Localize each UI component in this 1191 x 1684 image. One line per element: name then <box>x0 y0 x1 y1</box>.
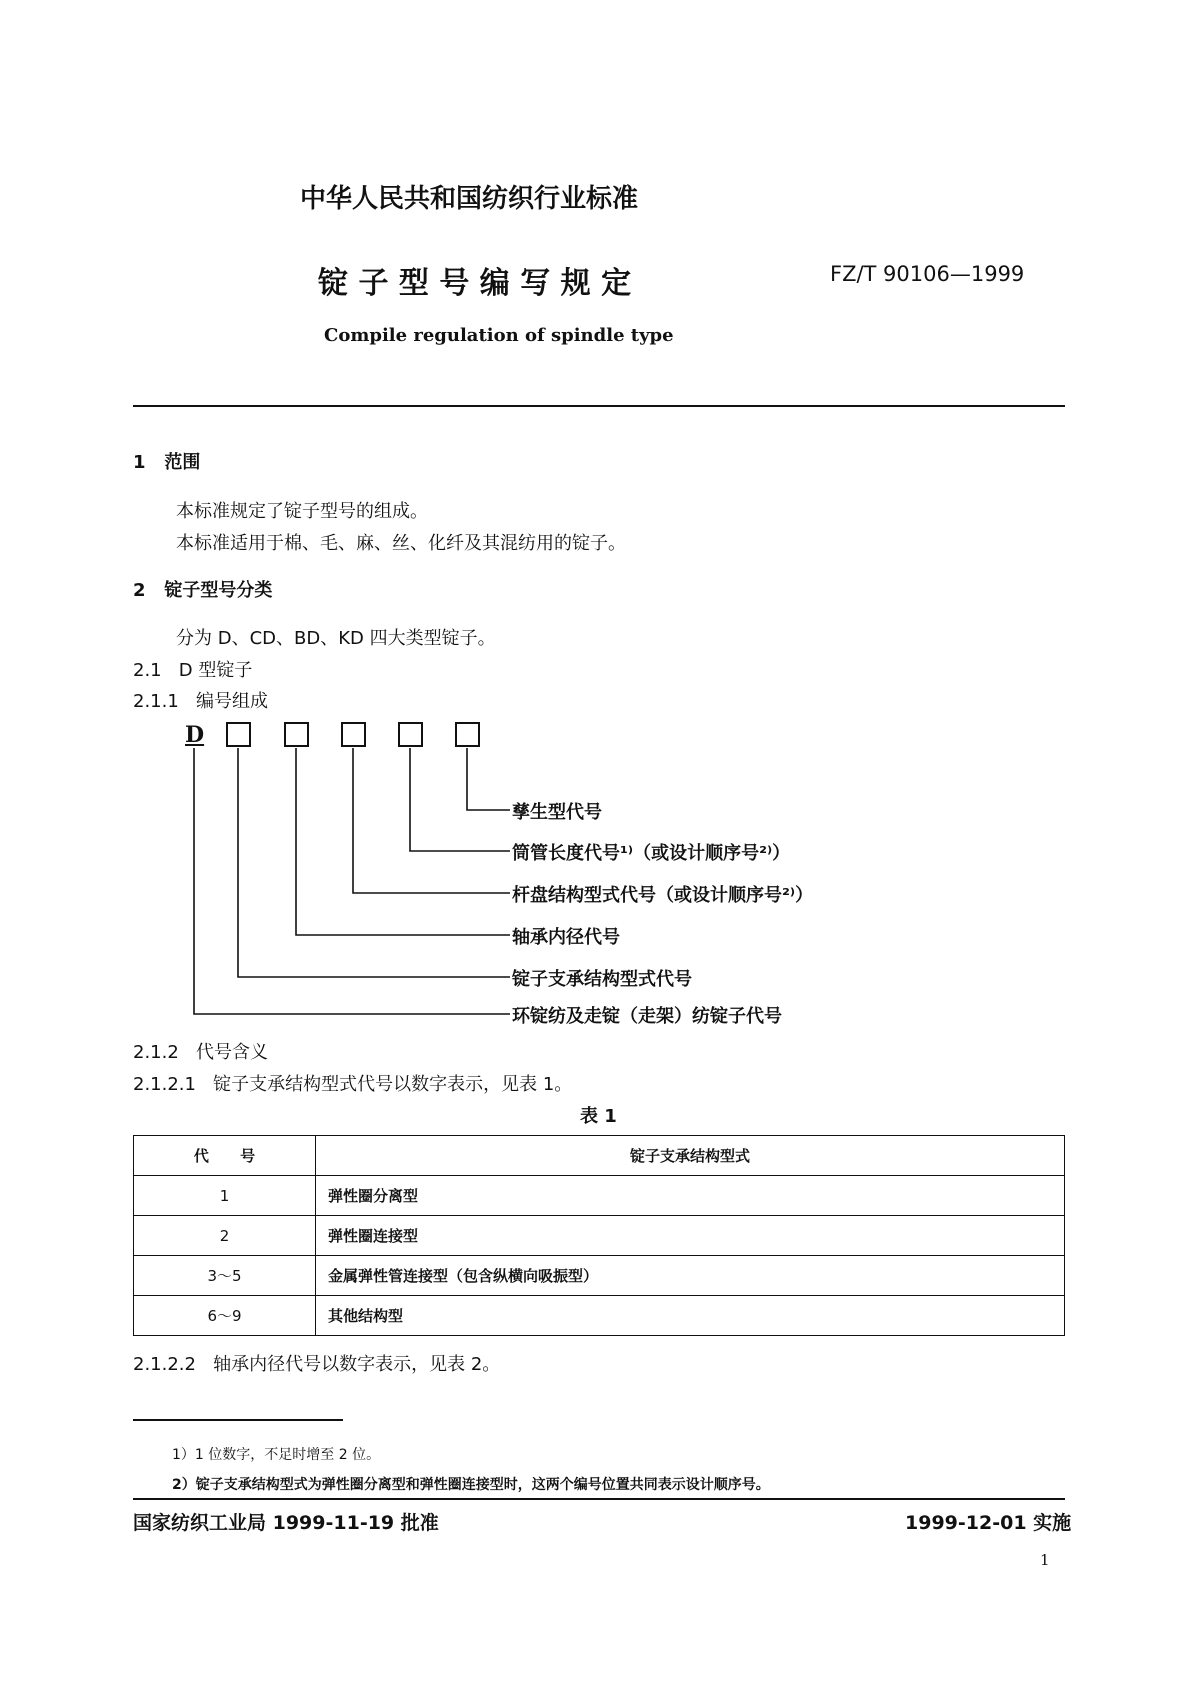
table-cell-code: 6～9 <box>134 1296 316 1336</box>
table-header-code: 代 号 <box>134 1136 316 1176</box>
connector-box-4 <box>410 748 510 851</box>
standard-number: FZ/T 90106—1999 <box>830 262 1025 286</box>
section-1-heading: 1 范围 <box>133 452 201 473</box>
table-cell-desc: 弹性圈连接型 <box>316 1216 1065 1256</box>
diagram-label-2: 筒管长度代号¹⁾（或设计顺序号²⁾） <box>512 843 791 864</box>
table-header-desc: 锭子支承结构型式 <box>316 1136 1065 1176</box>
diagram-label-3: 杆盘结构型式代号（或设计顺序号²⁾） <box>512 885 814 906</box>
section-2-1-2-2-text: 2.1.2.2 轴承内径代号以数字表示，见表 2。 <box>133 1354 501 1375</box>
table-row <box>134 1216 1065 1256</box>
table-cell-code: 1 <box>134 1176 316 1216</box>
effective-date: 1999-12-01 实施 <box>905 1512 1072 1534</box>
table-cell-code: 2 <box>134 1216 316 1256</box>
section-2-1-2-1-text: 2.1.2.1 锭子支承结构型式代号以数字表示，见表 1。 <box>133 1074 573 1095</box>
section-1-para-1: 本标准规定了锭子型号的组成。 <box>176 501 428 522</box>
section-2-para: 分为 D、CD、BD、KD 四大类型锭子。 <box>176 628 496 649</box>
diagram-label-6: 环锭纺及走锭（走架）纺锭子代号 <box>512 1006 782 1027</box>
footnote-1: 1）1 位数字，不足时增至 2 位。 <box>172 1447 381 1463</box>
section-2-heading: 2 锭子型号分类 <box>133 580 273 601</box>
diagram-letter-d: D <box>185 722 205 748</box>
footnote-2: 2）锭子支承结构型式为弹性圈分离型和弹性圈连接型时，这两个编号位置共同表示设计顺序号。 <box>172 1477 770 1493</box>
doc-title: 锭 子 型 号 编 写 规 定 <box>318 266 632 301</box>
diagram-label-1: 孳生型代号 <box>512 802 602 823</box>
section-2-1-2-heading: 2.1.2 代号含义 <box>133 1042 268 1063</box>
diagram-label-4: 轴承内径代号 <box>512 927 620 948</box>
connector-box-3 <box>353 748 510 893</box>
table-row <box>134 1296 1065 1336</box>
table-cell-desc: 其他结构型 <box>316 1296 1065 1336</box>
table-1 <box>133 1135 1065 1336</box>
table-cell-desc: 金属弹性管连接型（包含纵横向吸振型） <box>316 1256 1065 1296</box>
connector-box-1 <box>238 748 510 977</box>
section-2-1-heading: 2.1 D 型锭子 <box>133 660 253 681</box>
approval-text: 国家纺织工业局 1999-11-19 批准 <box>133 1512 439 1534</box>
table-cell-desc: 弹性圈分离型 <box>316 1176 1065 1216</box>
org-title: 中华人民共和国纺织行业标准 <box>300 184 639 214</box>
section-1-para-2: 本标准适用于棉、毛、麻、丝、化纤及其混纺用的锭子。 <box>176 533 626 554</box>
english-title: Compile regulation of spindle type <box>324 325 674 346</box>
footer-rule <box>133 1498 1065 1500</box>
page-number: 1 <box>1040 1551 1050 1569</box>
diagram-label-5: 锭子支承结构型式代号 <box>512 969 692 990</box>
footnote-separator <box>133 1419 343 1421</box>
table-row <box>134 1256 1065 1296</box>
table-cell-code: 3～5 <box>134 1256 316 1296</box>
table-row <box>134 1176 1065 1216</box>
section-2-1-1-heading: 2.1.1 编号组成 <box>133 691 268 712</box>
connector-box-5 <box>467 748 510 810</box>
table-caption: 表 1 <box>580 1106 617 1127</box>
connector-box-2 <box>296 748 510 935</box>
connector-letter-d <box>194 748 510 1014</box>
table-header-row <box>134 1136 1065 1176</box>
